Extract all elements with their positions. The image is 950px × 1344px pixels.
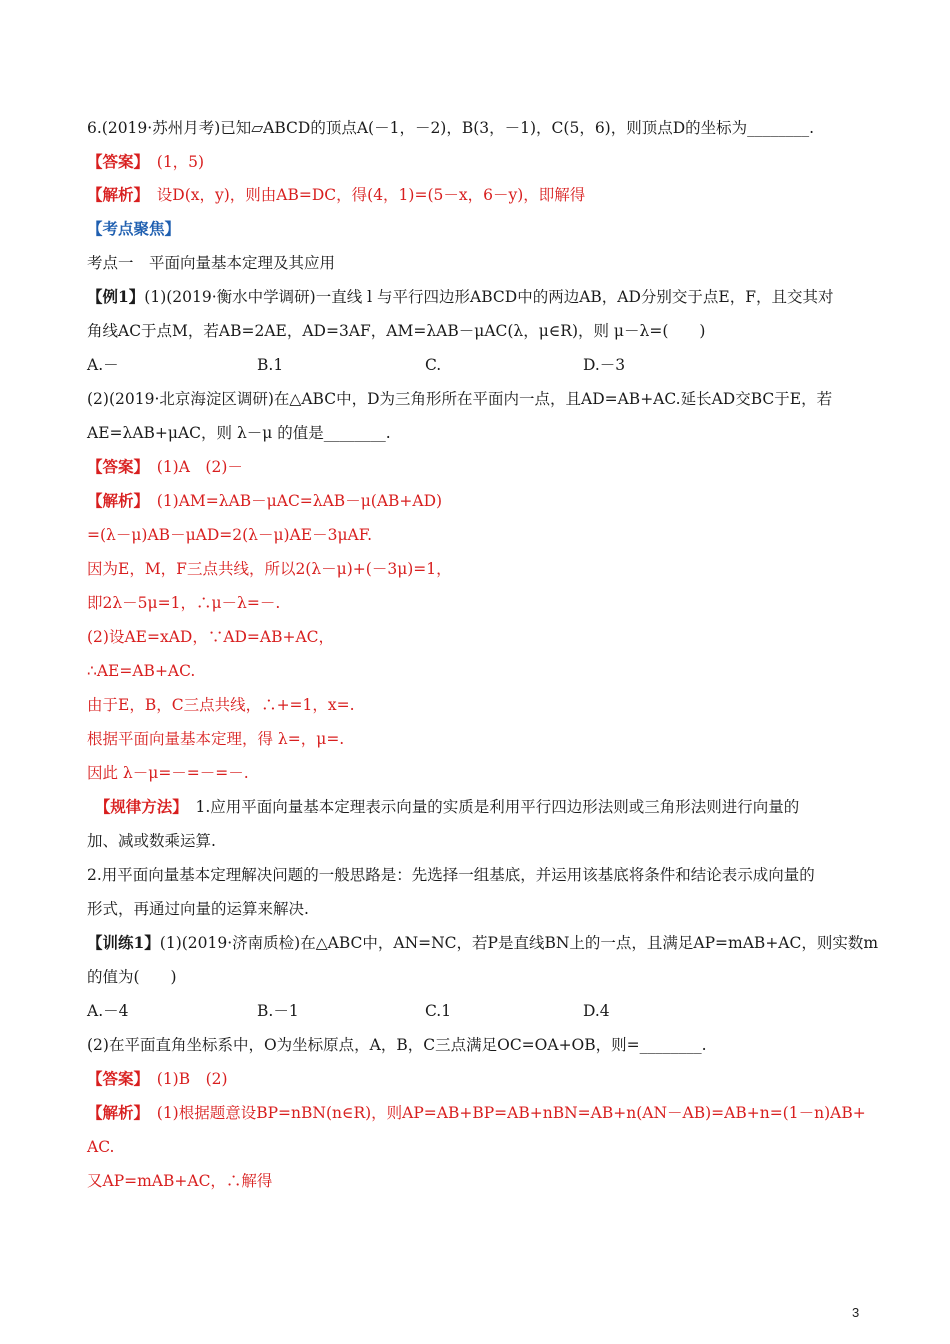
choice-option: D.－3 [583, 356, 626, 374]
choice-option: B.－1 [257, 1002, 299, 1020]
line-text: (1)A (2)－ [141, 458, 243, 476]
line-text: (2)(2019·北京海淀区调研)在△ABC中，D为三角形所在平面内一点，且AD=AB+AC.延长AD交BC于E，若 [87, 390, 833, 408]
line-text: 设D(x，y)，则由AB=DC，得(4，1)=(5－x，6－y)，即解得 [141, 186, 586, 204]
choice-option: C.1 [425, 1002, 452, 1020]
text-line [87, 1169, 272, 1193]
line-text: =(λ－μ)AB－μAD=2(λ－μ)AE－3μAF. [87, 526, 373, 544]
text-line [87, 965, 177, 989]
text-line [87, 387, 832, 411]
text-line [87, 421, 391, 445]
text-line [87, 285, 833, 309]
text-line [87, 455, 243, 479]
section-tag: 【规律方法】 [87, 797, 181, 816]
section-tag: 【答案】 [87, 152, 142, 171]
text-line [87, 659, 195, 683]
choice-option: D.4 [583, 1002, 610, 1020]
line-text: 又AP=mAB+AC，∴解得 [87, 1172, 273, 1190]
line-text: 考点一 平面向量基本定理及其应用 [87, 254, 336, 272]
line-text: 1.应用平面向量基本定理表示向量的实质是利用平行四边形法则或三角形法则进行向量的 [180, 798, 800, 816]
section-tag: 【答案】 [87, 457, 142, 476]
text-line [87, 217, 180, 241]
line-text: 即2λ－5μ=1，∴μ－λ=－. [87, 594, 281, 612]
text-line [87, 319, 705, 343]
text-line [87, 829, 216, 853]
line-text: (1)(2019·衡水中学调研)一直线 l 与平行四边形ABCD中的两边AB，AD分别交于点E，F，且交其对 [144, 288, 834, 306]
text-line [87, 1135, 114, 1159]
text-line [87, 489, 442, 513]
line-text: (2)在平面直角坐标系中，O为坐标原点，A，B，C三点满足OC=OA+OB，则=________. [87, 1036, 707, 1054]
text-line [87, 557, 452, 581]
text-line [87, 523, 372, 547]
text-line [87, 761, 249, 785]
line-text: 2.用平面向量基本定理解决问题的一般思路是：先选择一组基底，并运用该基底将条件和结论表示成向量的 [87, 866, 815, 884]
text-line [87, 1033, 707, 1057]
text-line [87, 795, 799, 819]
line-text: (1)根据题意设BP=nBN(n∈R)，则AP=AB+BP=AB+nBN=AB+n(AN－AB)=AB+n=(1－n)AB+ [141, 1104, 866, 1122]
line-text: (1)(2019·济南质检)在△ABC中，AN=NC，若P是直线BN上的一点，且满足AP=mAB+AC，则实数m [159, 934, 879, 952]
text-line [87, 116, 814, 140]
text-line [87, 727, 344, 751]
line-text: 由于E，B，C三点共线，∴+=1，x=. [87, 696, 355, 714]
text-line [87, 1067, 228, 1091]
text-line [87, 591, 280, 615]
text-line [87, 1101, 866, 1125]
section-tag: 【答案】 [87, 1069, 142, 1088]
line-text: (1)AM=λAB－μAC=λAB－μ(AB+AD) [141, 492, 443, 510]
line-text: 形式，再通过向量的运算来解决. [87, 900, 309, 918]
line-text: (1)B (2) [141, 1070, 228, 1088]
text-line [87, 693, 355, 717]
line-text: (2)设AE=xAD，∵AD=AB+AC， [87, 628, 335, 646]
section-tag: 【解析】 [87, 1103, 142, 1122]
choice-option: A.－4 [87, 1002, 129, 1020]
line-text: 6.(2019·苏州月考)已知▱ABCD的顶点A(－1，－2)，B(3，－1)，C(5，6)，则顶点D的坐标为________. [87, 119, 815, 137]
page-number: 3 [852, 1305, 860, 1320]
line-text: 根据平面向量基本定理，得 λ=，μ=. [87, 730, 345, 748]
choice-option: B.1 [257, 356, 284, 374]
line-text: AE=λAB+μAC，则 λ－μ 的值是________. [87, 424, 391, 442]
text-line [87, 625, 334, 649]
text-line [87, 150, 204, 174]
section-tag: 【例1】 [87, 287, 145, 306]
text-line [87, 897, 309, 921]
section-tag: 【解析】 [87, 491, 142, 510]
text-line [87, 863, 815, 887]
text-line [87, 251, 335, 275]
line-text: ∴AE=AB+AC. [87, 662, 196, 680]
section-tag: 【解析】 [87, 185, 142, 204]
line-text: 加、减或数乘运算. [87, 832, 216, 850]
line-text: 因为E，M，F三点共线，所以2(λ－μ)+(－3μ)=1， [87, 560, 452, 578]
text-line [87, 183, 585, 207]
line-text: AC. [87, 1138, 115, 1156]
line-text: 的值为( ) [87, 968, 177, 986]
line-text: 因此 λ－μ=－=－=－. [87, 764, 249, 782]
line-text: (1，5) [141, 153, 205, 171]
text-line [87, 931, 878, 955]
choice-option: A.－ [87, 356, 119, 374]
line-text: 角线AC于点M，若AB=2AE，AD=3AF，AM=λAB－μAC(λ，μ∈R)，则 μ－λ=( ) [87, 322, 706, 340]
choice-option: C. [425, 356, 442, 374]
section-tag: 【训练1】 [87, 933, 160, 952]
section-tag: 【考点聚焦】 [87, 219, 181, 238]
